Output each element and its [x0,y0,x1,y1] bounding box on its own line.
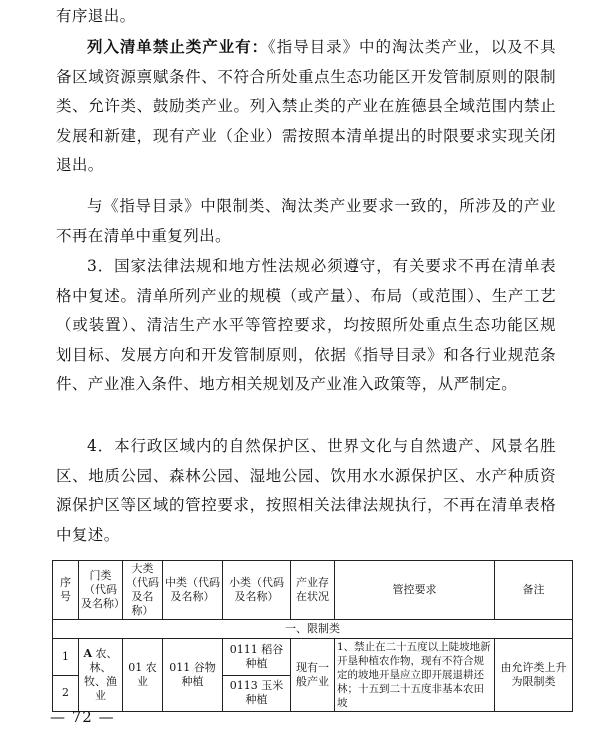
control-list-table [52,560,573,712]
header-no: 序号 [53,561,79,620]
paragraph-item-3: 3．国家法律法规和地方性法规必须遵守，有关要求不再在清单表格中复述。清单所列产业的规模（或产量）、布局（或范围）、生产工艺（或装置）、清洁生产水平等管控要求，均按照所处重点生态功能区规划目标、发展方向和开发管制原则，依据《指导目录》和各行业规范条件、产业准入条件、地方相关规划及产业准入政策等，从严制定。 [56,257,556,394]
paragraph-no-repeat: 与《指导目录》中限制类、淘汰类产业要求一致的，所涉及的产业不再在清单中重复列出。 [56,197,556,245]
paragraph-bold-lead: 列入清单禁止类产业有： [87,37,269,56]
header-status: 产业存在状况 [291,561,335,620]
row-minor: 0111 稻谷种植 [223,639,291,676]
row-status: 现有一般产业 [291,639,335,712]
page-number: — 72 — [50,708,115,726]
paragraph-prohibited-industries: 列入清单禁止类产业有：《指导目录》中的淘汰类产业，以及不具备区域资源禀赋条件、不符合所处重点生态功能区开发管制原则的限制类、允许类、鼓励类产业。列入禁止类的产业在旌德县全域范围内禁止发展和新建，现有产业（企业）需按照本清单提出的时限要求实现关闭退出。 [56,37,556,175]
section-label: 一、限制类 [53,620,573,639]
row-middle: 011 谷物种植 [163,639,223,712]
row-major: 01 农业 [123,639,163,712]
header-control: 管控要求 [335,561,495,620]
header-middle: 中类（代码及名称） [163,561,223,620]
row-category: A 农、林、牧、渔业 [79,639,123,712]
header-minor: 小类（代码及名称） [223,561,291,620]
row-no: 1 [53,639,79,676]
header-note: 备注 [495,561,573,620]
row-control: 1、禁止在二十五度以上陡坡地新开垦种植农作物，现有不符合规定的坡地开垦应立即开展退耕还林；十五到二十五度非基本农田坡 [335,639,495,712]
header-major: 大类（代码及名称） [123,561,163,620]
paragraph-continuation: 有序退出。 [56,7,136,25]
header-category: 门类（代码及名称） [79,561,123,620]
table-row [53,639,573,676]
row-note: 由允许类上升为限制类 [495,639,573,712]
paragraph-item-4: 4．本行政区域内的自然保护区、世界文化与自然遗产、风景名胜区、地质公园、森林公园、湿地公园、饮用水水源保护区、水产种质资源保护区等区域的管控要求，按照相关法律法规执行，不再在清单表格中复述。 [56,437,556,544]
row-minor: 0113 玉米种植 [223,675,291,712]
table-header-row [53,561,573,620]
section-row [53,620,573,639]
row-no: 2 [53,675,79,712]
